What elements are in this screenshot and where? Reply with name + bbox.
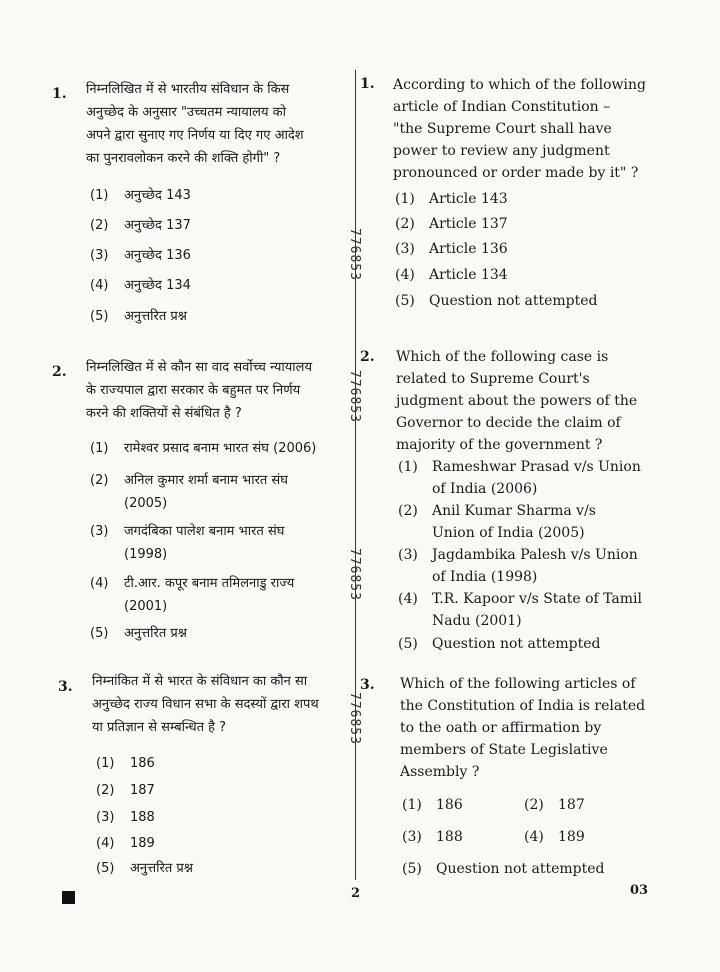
option-text: 188	[436, 829, 463, 845]
option-text: 186	[130, 756, 155, 771]
option-number: (5)	[90, 309, 109, 324]
option-text: Question not attempted	[429, 293, 598, 309]
vertical-stamp: 776853	[347, 692, 362, 745]
option-number: (5)	[90, 626, 109, 641]
option[interactable]	[398, 500, 596, 544]
option-number: (4)	[524, 829, 544, 845]
option-text-continued: Nadu (2001)	[432, 613, 522, 629]
option-text: Article 137	[429, 216, 508, 232]
option-number: (3)	[402, 829, 422, 845]
question-number: 1.	[52, 86, 67, 102]
question-line: निम्नलिखित में से कौन सा वाद सर्वोच्च न्यायालय	[86, 360, 313, 375]
option[interactable]	[395, 213, 508, 235]
question-line: या प्रतिज्ञान से सम्बन्धित है ?	[92, 720, 227, 735]
question-line: Governor to decide the claim of	[396, 415, 621, 431]
question-line: members of State Legislative	[400, 742, 608, 758]
question-text	[393, 74, 648, 184]
option-text: 188	[130, 810, 155, 825]
question-text	[92, 670, 346, 739]
question-number: 1.	[360, 76, 375, 92]
option[interactable]	[395, 290, 597, 312]
vertical-stamp: 776853	[347, 228, 362, 281]
option-number: (2)	[90, 473, 109, 488]
option-text-continued: (2005)	[124, 496, 168, 511]
option-number: (1)	[402, 797, 422, 813]
question-text	[400, 673, 650, 783]
option[interactable]	[90, 305, 187, 328]
option[interactable]	[524, 794, 585, 816]
option-text: 186	[436, 797, 463, 813]
question-line: to the oath or affirmation by	[400, 720, 602, 736]
question-line: pronounced or order made by it" ?	[393, 165, 639, 181]
option-number: (1)	[96, 756, 115, 771]
question-line: अनुच्छेद राज्य विधान सभा के सदस्यों द्वारा शपथ	[92, 697, 319, 712]
option[interactable]	[398, 544, 638, 588]
option-number: (4)	[96, 836, 115, 851]
option[interactable]	[96, 752, 155, 775]
option-text: Question not attempted	[436, 861, 605, 877]
option-text: अनुत्तरित प्रश्न	[130, 861, 193, 876]
question-line: Which of the following case is	[396, 349, 609, 365]
option[interactable]	[90, 469, 288, 515]
question-line: "the Supreme Court shall have	[393, 121, 612, 137]
question-line: related to Supreme Court's	[396, 371, 590, 387]
option-text: Anil Kumar Sharma v/s	[432, 503, 596, 519]
option-text: अनिल कुमार शर्मा बनाम भारत संघ	[124, 473, 288, 488]
option-number: (3)	[90, 524, 109, 539]
option-number: (4)	[398, 591, 418, 607]
question-line: article of Indian Constitution –	[393, 99, 611, 115]
question-line: Assembly ?	[400, 764, 480, 780]
option-number: (3)	[395, 241, 415, 257]
option[interactable]	[96, 806, 155, 829]
option-text: अनुच्छेद 143	[124, 188, 191, 203]
option-number: (4)	[90, 576, 109, 591]
option[interactable]	[90, 437, 316, 460]
option[interactable]	[90, 274, 191, 297]
question-number: 3.	[58, 679, 73, 695]
option-text: अनुच्छेद 134	[124, 278, 191, 293]
option[interactable]	[398, 456, 641, 500]
corner-marker-icon	[62, 891, 75, 904]
question-line: judgment about the powers of the	[396, 393, 638, 409]
option-number: (2)	[524, 797, 544, 813]
page-number: 2	[351, 886, 361, 901]
option-text: Article 143	[429, 191, 508, 207]
option-text: Rameshwar Prasad v/s Union	[432, 459, 641, 475]
option-text: 189	[558, 829, 585, 845]
question-text	[396, 346, 648, 456]
option[interactable]	[524, 826, 585, 848]
option[interactable]	[402, 826, 463, 848]
option-text: अनुच्छेद 136	[124, 248, 191, 263]
option-number: (3)	[96, 810, 115, 825]
option-number: (3)	[398, 547, 418, 563]
booklet-code: 03	[630, 883, 649, 898]
option-text: अनुत्तरित प्रश्न	[124, 309, 187, 324]
option[interactable]	[90, 244, 191, 267]
option[interactable]	[402, 794, 463, 816]
question-text	[86, 78, 346, 170]
option[interactable]	[395, 188, 508, 210]
option[interactable]	[395, 264, 508, 286]
option-number: (5)	[96, 861, 115, 876]
option-text: अनुच्छेद 137	[124, 218, 191, 233]
option-text: Question not attempted	[432, 636, 601, 652]
option-number: (4)	[90, 278, 109, 293]
question-number: 2.	[360, 349, 375, 365]
option-text: 187	[558, 797, 585, 813]
vertical-stamp: 776853	[347, 548, 362, 601]
option-number: (1)	[395, 191, 415, 207]
option[interactable]	[96, 779, 155, 802]
option-number: (5)	[398, 636, 418, 652]
question-line: निम्नलिखित में से भारतीय संविधान के किस	[86, 82, 290, 97]
option-number: (2)	[398, 503, 418, 519]
option[interactable]	[90, 622, 187, 645]
option[interactable]	[402, 858, 604, 880]
option-text-continued: (2001)	[124, 599, 168, 614]
question-line: majority of the government ?	[396, 437, 603, 453]
question-line: power to review any judgment	[393, 143, 610, 159]
option-number: (2)	[395, 216, 415, 232]
option-number: (2)	[90, 218, 109, 233]
option-number: (2)	[96, 783, 115, 798]
option[interactable]	[90, 572, 294, 618]
option[interactable]	[96, 832, 155, 855]
option-text: रामेश्वर प्रसाद बनाम भारत संघ (2006)	[124, 441, 317, 456]
question-line: अनुच्छेद के अनुसार "उच्चतम न्यायालय को	[86, 105, 287, 120]
option-text: जगदंबिका पालेश बनाम भारत संघ	[124, 524, 285, 539]
question-line: According to which of the following	[393, 77, 646, 93]
option-number: (1)	[90, 441, 109, 456]
option-text-continued: Union of India (2005)	[432, 525, 585, 541]
option-text: T.R. Kapoor v/s State of Tamil	[432, 591, 643, 607]
option-text: अनुत्तरित प्रश्न	[124, 626, 187, 641]
question-text	[86, 356, 346, 425]
option[interactable]	[90, 184, 191, 207]
option-number: (5)	[402, 861, 422, 877]
option-text-continued: of India (1998)	[432, 569, 538, 585]
option[interactable]	[395, 238, 508, 260]
option-text: 189	[130, 836, 155, 851]
question-line: के राज्यपाल द्वारा सरकार के बहुमत पर निर्णय	[86, 383, 301, 398]
option[interactable]	[90, 520, 284, 566]
option-text-continued: (1998)	[124, 547, 168, 562]
option-text: Article 136	[429, 241, 508, 257]
question-line: करने की शक्तियों से संबंधित है ?	[86, 406, 242, 421]
option-number: (1)	[398, 459, 418, 475]
question-line: निम्नांकित में से भारत के संविधान का कौन सा	[92, 674, 308, 689]
option-text-continued: of India (2006)	[432, 481, 538, 497]
question-line: the Constitution of India is related	[400, 698, 646, 714]
option[interactable]	[90, 214, 191, 237]
question-line: का पुनरावलोकन करने की शक्ति होगी" ?	[86, 151, 281, 166]
option[interactable]	[96, 857, 193, 880]
question-number: 2.	[52, 364, 67, 380]
option-text: Article 134	[429, 267, 508, 283]
option-number: (5)	[395, 293, 415, 309]
question-line: अपने द्वारा सुनाए गए निर्णय या दिए गए आदेश	[86, 128, 304, 143]
option-text: टी.आर. कपूर बनाम तमिलनाडु राज्य	[124, 576, 295, 591]
option-number: (1)	[90, 188, 109, 203]
vertical-stamp: 776853	[347, 370, 362, 423]
option-text: 187	[130, 783, 155, 798]
question-number: 3.	[360, 677, 375, 693]
question-line: Which of the following articles of	[400, 676, 636, 692]
option[interactable]	[398, 633, 600, 655]
column-divider	[355, 70, 356, 880]
option-number: (3)	[90, 248, 109, 263]
option[interactable]	[398, 588, 642, 632]
option-text: Jagdambika Palesh v/s Union	[432, 547, 638, 563]
option-number: (4)	[395, 267, 415, 283]
